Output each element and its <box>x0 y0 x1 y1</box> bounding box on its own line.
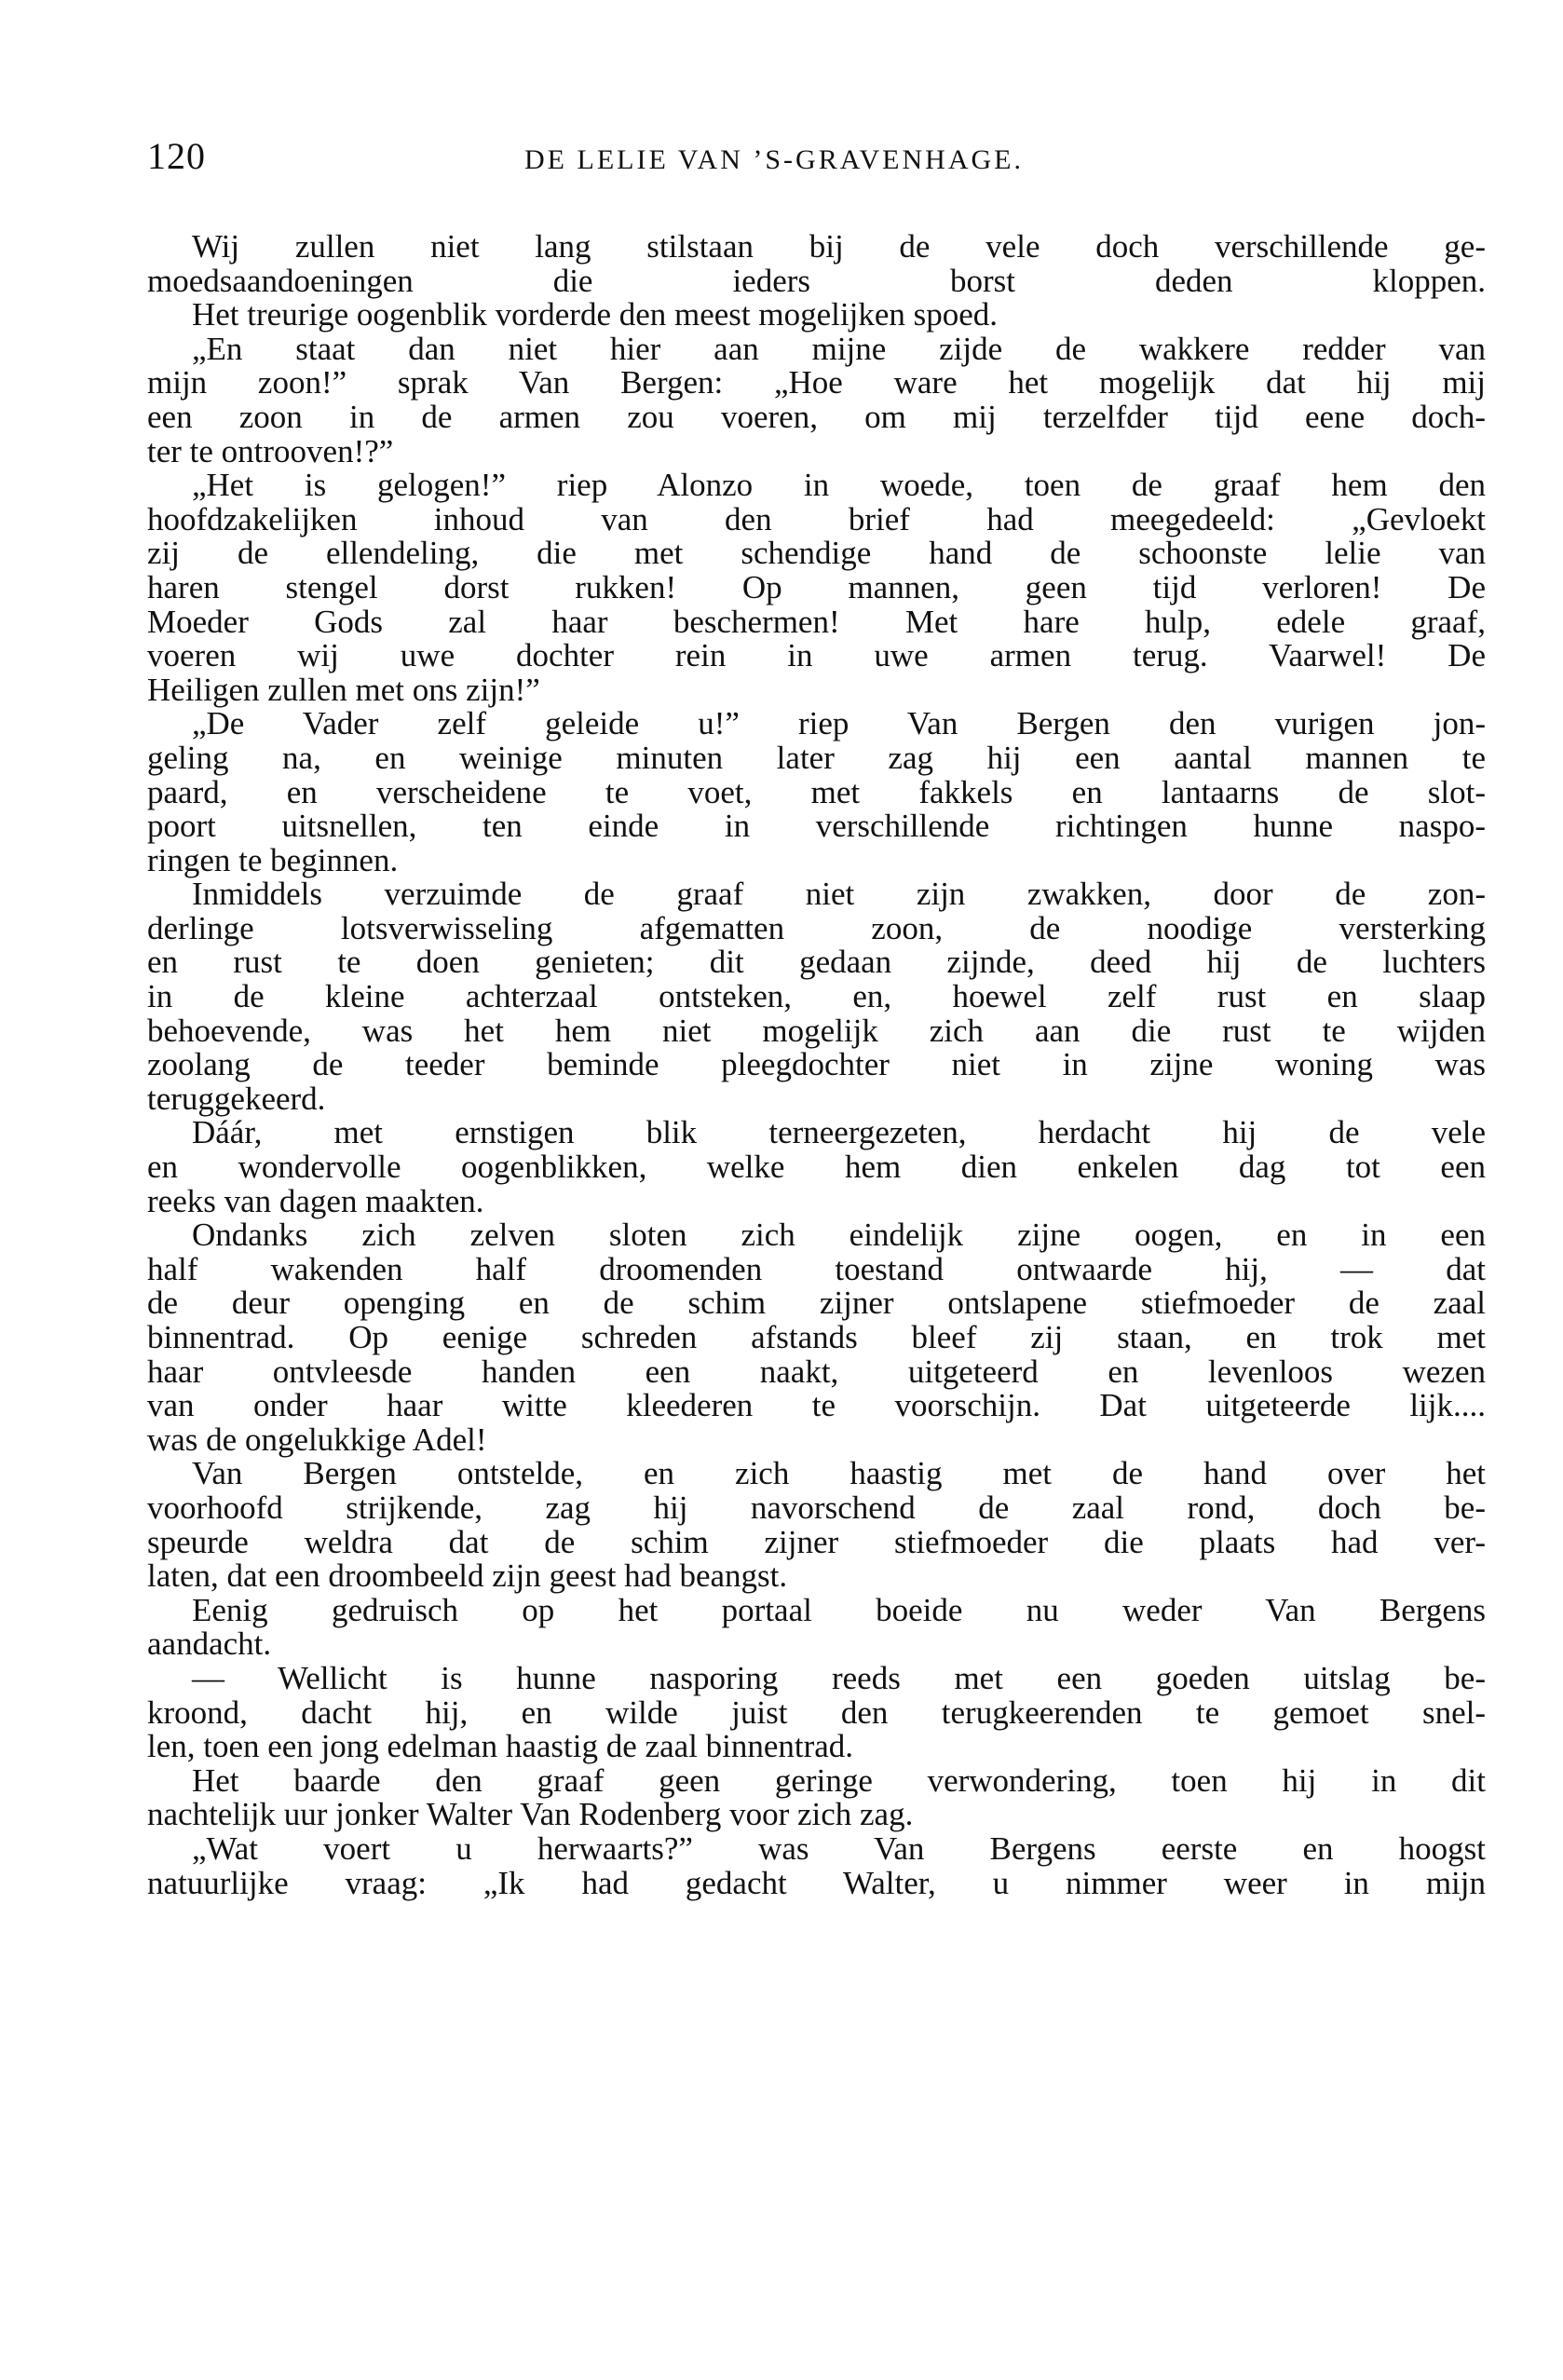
text-line: was de ongelukkige Adel! <box>147 1421 487 1458</box>
text-line: voeren wij uwe dochter rein in uwe armen terug. Vaarwel! De <box>147 637 1486 674</box>
text-line: Heiligen zullen met ons zijn!” <box>147 671 540 708</box>
body-text <box>147 230 1486 1900</box>
text-line: en wondervolle oogenblikken, welke hem dien enkelen dag tot een <box>147 1149 1486 1186</box>
text-line: in de kleine achterzaal ontsteken, en, hoewel zelf rust en slaap <box>147 978 1486 1015</box>
text-line: kroond, dacht hij, en wilde juist den terugkeerenden te gemoet snel- <box>147 1693 1486 1731</box>
text-line: zij de ellendeling, die met schendige hand de schoonste lelie van <box>147 535 1486 572</box>
text-line: ringen te beginnen. <box>147 841 399 878</box>
text-line: „De Vader zelf geleide u!” riep Van Bergen den vurigen jon- <box>192 705 1486 742</box>
text-line: binnentrad. Op eenige schreden afstands bleef zij staan, en trok met <box>147 1319 1486 1355</box>
text-line: poort uitsnellen, ten einde in verschillende richtingen hunne naspo- <box>147 808 1486 845</box>
text-line: van onder haar witte kleederen te voorschijn. Dat uitgeteerde lijk.... <box>147 1387 1486 1424</box>
page-number: 120 <box>147 135 206 177</box>
text-line: Moeder Gods zal haar beschermen! Met hare hulp, edele graaf, <box>147 603 1486 640</box>
text-line: „En staat dan niet hier aan mijne zijde de wakkere redder van <box>192 330 1486 367</box>
text-line: reeks van dagen maakten. <box>147 1182 484 1219</box>
text-line: Het baarde den graaf geen geringe verwondering, toen hij in dit <box>192 1761 1486 1799</box>
text-line: behoevende, was het hem niet mogelijk zich aan die rust te wijden <box>147 1012 1486 1049</box>
text-line: ter te ontrooven!?” <box>147 432 394 469</box>
text-line: teruggekeerd. <box>147 1080 326 1117</box>
text-line: geling na, en weinige minuten later zag hij een aantal mannen te <box>147 739 1486 776</box>
text-line: derlinge lotsverwisseling afgematten zoon, de noodige versterking <box>147 909 1486 946</box>
text-line: „Het is gelogen!” riep Alonzo in woede, toen de graaf hem den <box>192 467 1486 504</box>
text-line: Het treurige oogenblik vorderde den meest mogelijken spoed. <box>192 296 999 333</box>
text-line: Inmiddels verzuimde de graaf niet zijn zwakken, door de zon- <box>192 876 1486 913</box>
text-line: nachtelijk uur jonker Walter Van Rodenberg voor zich zag. <box>147 1796 914 1833</box>
text-line: Ondanks zich zelven sloten zich eindelijk zijne oogen, en in een <box>192 1217 1486 1254</box>
text-line: zoolang de teeder beminde pleegdochter niet in zijne woning was <box>147 1046 1486 1083</box>
text-line: Eenig gedruisch op het portaal boeide nu weder Van Bergens <box>192 1591 1486 1628</box>
text-line: natuurlijke vraag: „Ik had gedacht Walter, u nimmer weer in mijn <box>147 1864 1486 1901</box>
text-line: hoofdzakelijken inhoud van den brief had meegedeeld: „Gevloekt <box>147 500 1486 537</box>
text-line: mijn zoon!” sprak Van Bergen: „Hoe ware het mogelijk dat hij mij <box>147 364 1486 401</box>
text-line: een zoon in de armen zou voeren, om mij terzelfder tijd eene doch- <box>147 398 1486 435</box>
text-line: Wij zullen niet lang stilstaan bij de vele doch verschillende ge- <box>192 228 1486 265</box>
text-line: speurde weldra dat de schim zijner stiefmoeder die plaats had ver- <box>147 1523 1486 1560</box>
text-line: haren stengel dorst rukken! Op mannen, geen tijd verloren! De <box>147 568 1486 605</box>
text-line: laten, dat een droombeeld zijn geest had beangst. <box>147 1557 788 1595</box>
text-line: voorhoofd strijkende, zag hij navorschend de zaal rond, doch be- <box>147 1489 1486 1526</box>
text-line: aandacht. <box>147 1625 272 1663</box>
text-line: „Wat voert u herwaarts?” was Van Bergens eerste en hoogst <box>192 1829 1486 1867</box>
text-line: — Wellicht is hunne nasporing reeds met een goeden uitslag be- <box>192 1659 1486 1696</box>
text-line: en rust te doen genieten; dit gedaan zijnde, deed hij de luchters <box>147 944 1486 981</box>
running-title: DE LELIE VAN ’S-GRAVENHAGE. <box>524 144 1024 175</box>
text-line: haar ontvleesde handen een naakt, uitgeteerd en levenloos wezen <box>147 1353 1486 1390</box>
text-line: Van Bergen ontstelde, en zich haastig met de hand over het <box>192 1455 1486 1492</box>
text-line: Dáár, met ernstigen blik terneergezeten, herdacht hij de vele <box>192 1114 1486 1151</box>
page-header <box>147 130 1488 183</box>
text-line: len, toen een jong edelman haastig de zaal binnentrad. <box>147 1728 854 1765</box>
text-line: de deur openging en de schim zijner ontslapene stiefmoeder de zaal <box>147 1285 1486 1322</box>
text-line: half wakenden half droomenden toestand ontwaarde hij, — dat <box>147 1250 1486 1287</box>
text-line: moedsaandoeningen die ieders borst deden kloppen. <box>147 262 1486 299</box>
text-line: paard, en verscheidene te voet, met fakkels en lantaarns de slot- <box>147 773 1486 810</box>
